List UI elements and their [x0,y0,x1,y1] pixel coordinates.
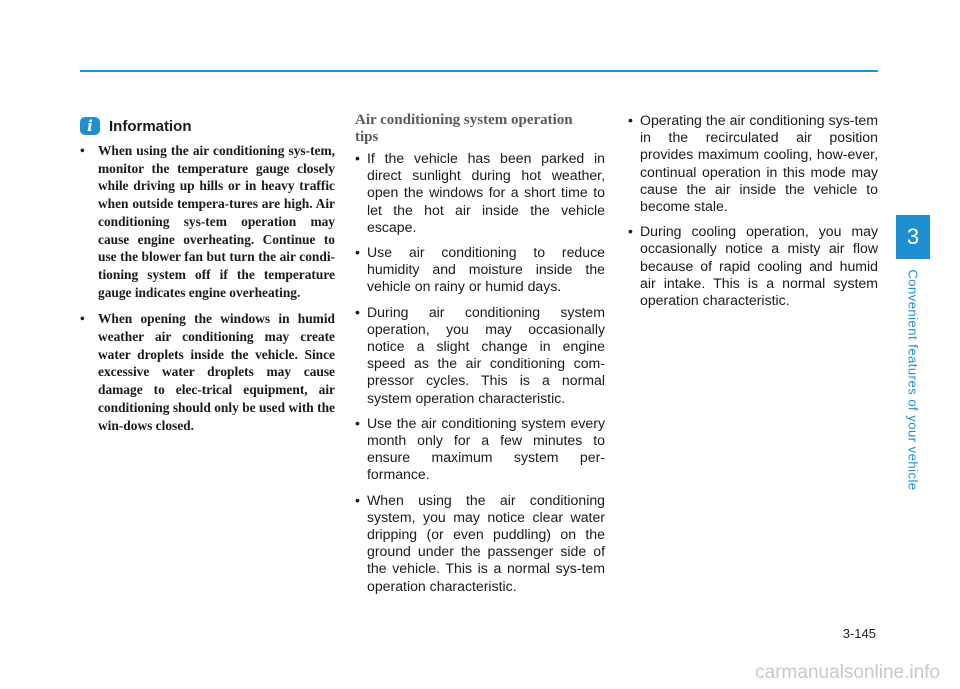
list-item [355,492,605,595]
bullet: • [355,414,360,431]
bullet: • [355,303,360,320]
information-box [80,112,335,443]
watermark: carmanualsonline.info [755,662,940,683]
list-item-text: When using the air conditioning sys-tem, monitor the temperature gauge closely while driving up hills or in heavy traffic when outside tempera-tures are high. Air conditioning sys-tem operation may cause engine overheating. Continue to use the blower fan but turn the air condi-tioning system off if the temperature gauge indicates engine overheating. [98,143,335,300]
list-item [628,223,878,309]
list-item-text: During air conditioning system operation, you may occasionally notice a slight change in engine speed as the air conditioning com-pressor cycles. This is a normal system operation characteristic. [367,303,605,406]
bullet: • [355,491,360,508]
top-rule [80,70,878,72]
bullet: • [628,223,633,240]
list-item-text: If the vehicle has been parked in direct sunlight during hot weather, open the windows for a short time to let the hot air inside the vehicle escape. [367,150,605,235]
information-title: Information [109,117,192,135]
tips-column [355,112,605,603]
page-number: 3-145 [842,626,876,641]
list-item [80,142,335,301]
list-item [355,150,605,236]
list-item-text: When using the air conditioning system, you may notice clear water dripping (or even puddling) on the ground under the passenger side of the vehicle. This is a normal sys-tem operation characteristic. [367,491,605,594]
bullet: • [628,112,633,128]
chapter-label: Convenient features of your vehicle [905,269,921,491]
chapter-tab: 3 [896,215,930,259]
list-item [628,112,878,215]
bullet: • [355,244,360,261]
list-item [355,244,605,296]
information-header [80,112,335,140]
bullet: • [80,143,85,158]
list-item-text: Use air conditioning to reduce humidity and moisture inside the vehicle on rainy or humid days. [367,244,605,295]
list-item-text: Use the air conditioning system every month only for a few minutes to ensure maximum system per-formance. [367,414,605,483]
list-item-text: When opening the windows in humid weather air conditioning may create water droplets inside the vehicle. Since excessive water droplets may cause damage to elec-trical equipment, air conditioning should only be used with the win-dows closed. [98,311,335,433]
info-icon: i [80,117,100,135]
list-item [80,310,335,434]
list-item [355,415,605,484]
information-list [80,142,335,434]
tips-continued-list [628,112,878,309]
tips-continued-column [628,112,878,317]
list-item-text: Operating the air conditioning sys-tem in the recirculated air position provides maximum cooling, how-ever, continual operation in this mode may cause the air inside the vehicle to become stale. [640,112,878,215]
bullet: • [355,150,360,166]
section-title: Air conditioning system operation tips [355,112,573,145]
tips-list [355,150,605,595]
bullet: • [80,311,85,327]
list-item-text: During cooling operation, you may occasionally notice a misty air flow because of rapid cooling and humid air intake. This is a normal system operation characteristic. [640,223,878,309]
list-item [355,304,605,407]
